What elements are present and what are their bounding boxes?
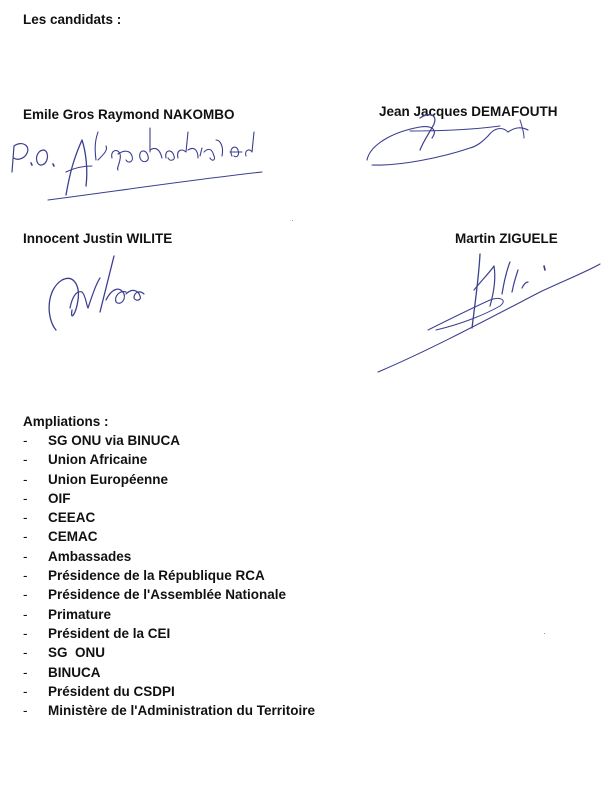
list-item — [23, 527, 315, 546]
list-item-text: Président du CSDPI — [48, 683, 175, 699]
signature-ziguele — [378, 254, 600, 372]
list-item-text: BINUCA — [48, 664, 101, 680]
list-item-text: OIF — [48, 490, 71, 506]
list-item — [23, 701, 315, 720]
list-item — [23, 470, 315, 489]
ampliations-title: Ampliations : — [23, 414, 109, 429]
list-item-text: Ministère de l'Administration du Territoire — [48, 703, 315, 719]
list-bullet: - — [23, 452, 28, 468]
list-item-text: Primature — [48, 606, 112, 622]
list-item-text: Président de la CEI — [48, 625, 171, 641]
list-item-text: Présidence de la République RCA — [48, 568, 265, 584]
list-item — [23, 663, 315, 682]
ampliations-list — [23, 431, 315, 720]
signature-demafouth — [367, 115, 528, 165]
list-item-text: Union Européenne — [48, 471, 169, 487]
list-bullet: - — [23, 510, 28, 526]
candidates-heading: Les candidats : — [23, 12, 122, 27]
signature-wilite — [49, 256, 144, 330]
list-item — [23, 643, 315, 662]
list-bullet: - — [23, 625, 28, 641]
list-bullet: - — [23, 529, 28, 545]
list-bullet: - — [23, 471, 28, 487]
candidate-name-wilite: Innocent Justin WILITE — [23, 231, 173, 246]
list-bullet: - — [23, 664, 28, 680]
list-item-text: Présidence de l'Assemblée Nationale — [48, 587, 287, 603]
signature-nakombo — [12, 128, 262, 200]
candidate-name-nakombo: Emile Gros Raymond NAKOMBO — [23, 107, 235, 122]
list-item — [23, 566, 315, 585]
list-item-text: CEEAC — [48, 510, 96, 526]
list-bullet: - — [23, 587, 28, 603]
scan-speck — [544, 633, 545, 634]
list-item — [23, 605, 315, 624]
list-item — [23, 547, 315, 566]
list-bullet: - — [23, 433, 28, 448]
list-bullet: - — [23, 606, 28, 622]
list-bullet: - — [23, 645, 28, 661]
list-bullet: - — [23, 548, 28, 564]
list-item — [23, 624, 315, 643]
list-item — [23, 585, 315, 604]
list-item-text: SG ONU — [48, 645, 106, 661]
list-item — [23, 450, 315, 469]
candidate-name-demafouth: Jean Jacques DEMAFOUTH — [379, 104, 558, 119]
scan-speck — [292, 220, 293, 221]
list-bullet: - — [23, 568, 28, 584]
list-bullet: - — [23, 703, 28, 719]
list-item — [23, 508, 315, 527]
list-item-text: SG ONU via BINUCA — [48, 433, 181, 448]
list-bullet: - — [23, 490, 28, 506]
candidate-name-ziguele: Martin ZIGUELE — [455, 231, 558, 246]
list-item-text: CEMAC — [48, 529, 98, 545]
list-bullet: - — [23, 683, 28, 699]
list-item-text: Union Africaine — [48, 452, 148, 468]
list-item — [23, 682, 315, 701]
list-item — [23, 489, 315, 508]
list-item — [23, 431, 315, 450]
list-item-text: Ambassades — [48, 548, 132, 564]
